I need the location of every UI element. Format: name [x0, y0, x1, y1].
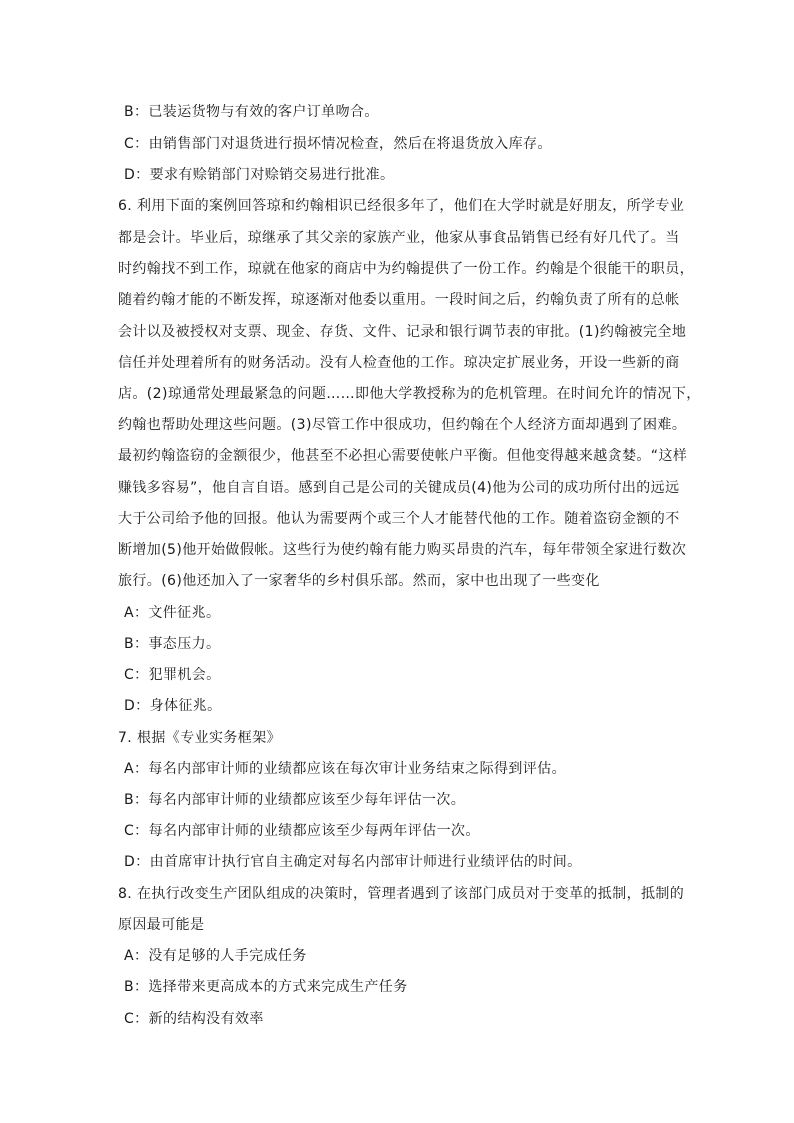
- q6-text-line-1: 6. 利用下面的案例回答琼和约翰相识已经很多年了，他们在大学时就是好朋友，所学专业: [118, 198, 685, 214]
- q6-text-line-4: 随着约翰才能的不断发挥，琼逐渐对他委以重用。一段时间之后，约翰负责了所有的总帐: [118, 292, 680, 308]
- q8-text-line-2: 原因最可能是: [118, 917, 205, 933]
- q6-option-d: D：身体征兆。: [124, 698, 222, 714]
- q6-text-line-6: 信任并处理着所有的财务活动。没有人检查他的工作。琼决定扩展业务，开设一些新的商: [118, 355, 680, 371]
- q5-option-c: C：由销售部门对退货进行损坏情况检查，然后在将退货放入库存。: [124, 136, 552, 152]
- q6-text-line-10: 赚钱多容易”，他自言自语。感到自己是公司的关键成员(4)他为公司的成功所付出的远远: [118, 480, 680, 496]
- q8-text-line-1: 8. 在执行改变生产团队组成的决策时，管理者遇到了该部门成员对于变革的抵制，抵制的: [118, 886, 685, 902]
- q8-option-c: C：新的结构没有效率: [124, 1011, 264, 1027]
- q6-text-line-13: 旅行。(6)他还加入了一家奢华的乡村俱乐部。然而，家中也出现了一些变化: [118, 573, 600, 589]
- q6-text-line-7: 店。(2)琼通常处理最紧急的问题……即他大学教授称为的危机管理。在时间允许的情况下，: [118, 386, 701, 402]
- q6-text-line-2: 都是会计。毕业后，琼继承了其父亲的家族产业，他家从事食品销售已经有好几代了。当: [118, 230, 680, 246]
- q7-option-c: C：每名内部审计师的业绩都应该至少每两年评估一次。: [124, 823, 480, 839]
- q7-option-d: D：由首席审计执行官自主确定对每名内部审计师进行业绩评估的时间。: [124, 854, 582, 870]
- q6-text-line-5: 会计以及被授权对支票、现金、存货、文件、记录和银行调节表的审批。(1)约翰被完全地: [118, 324, 687, 340]
- q7-text: 7. 根据《专业实务框架》: [118, 730, 282, 746]
- q5-option-b: B：已装运货物与有效的客户订单吻合。: [124, 104, 379, 120]
- q6-text-line-12: 断增加(5)他开始做假帐。这些行为使约翰有能力购买昂贵的汽车，每年带领全家进行数次: [118, 542, 687, 558]
- q7-option-b: B：每名内部审计师的业绩都应该至少每年评估一次。: [124, 792, 466, 808]
- q8-option-a: A：没有足够的人手完成任务: [124, 948, 307, 964]
- q6-text-line-8: 约翰也帮助处理这些问题。(3)尽管工作中很成功，但约翰在个人经济方面却遇到了困难。: [118, 417, 687, 433]
- q6-text-line-11: 大于公司给予他的回报。他认为需要两个或三个人才能替代他的工作。随着盗窃金额的不: [118, 511, 680, 527]
- q5-option-d: D：要求有赊销部门对赊销交易进行批准。: [124, 167, 395, 183]
- q6-text-line-3: 时约翰找不到工作，琼就在他家的商店中为约翰提供了一份工作。约翰是个很能干的职员，: [118, 261, 694, 277]
- q6-option-c: C：犯罪机会。: [124, 667, 221, 683]
- q8-option-b: B：选择带来更高成本的方式来完成生产任务: [124, 979, 408, 995]
- q6-option-a: A：文件征兆。: [124, 605, 221, 621]
- q7-option-a: A：每名内部审计师的业绩都应该在每次审计业务结束之际得到评估。: [124, 761, 566, 777]
- q6-option-b: B：事态压力。: [124, 636, 221, 652]
- q6-text-line-9: 最初约翰盗窃的金额很少，他甚至不必担心需要使帐户平衡。但他变得越来越贪婪。“这样: [118, 448, 688, 464]
